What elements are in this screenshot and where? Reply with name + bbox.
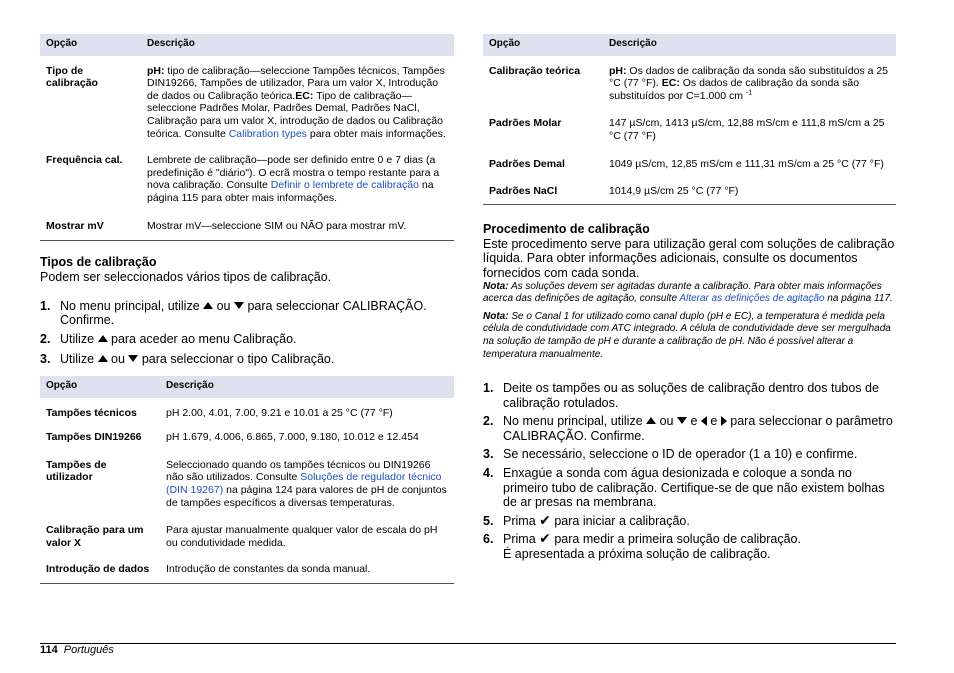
ec-label: EC: [295,89,314,102]
list-item [483,466,896,510]
table-row [40,450,454,515]
description-text: na página 115 para obter mais informações. [147,179,434,204]
step-text: Prima [503,513,540,528]
description-text: Seleccionado quando os tampões técnicos ou DIN19266 não são utilizados. Consulte [166,458,431,484]
calibration-types-table [40,376,454,584]
column-header-option: Opção [483,34,603,56]
page-number: 114 [40,644,58,656]
section-text: Podem ser seleccionados vários tipos de calibração. [40,270,332,285]
step-number: 6. [483,532,494,547]
up-arrow-icon [203,302,213,309]
right-column [483,34,896,562]
table-row [40,146,454,210]
table-row [40,425,454,450]
step-text: ou [656,414,677,429]
option-cell: Frequência cal. [46,154,123,167]
column-header-description: Descrição [160,376,454,398]
description-text: tipo de calibração—seleccione Tampões técnicos, Tampões DIN19266, Tampões de utilizador, Para um valor X, Introdução de dados ou Calibração teórica. [147,64,445,102]
description-text: Os dados de calibração da sonda são substituídos a 25 °C (77 °F). [609,64,889,90]
option-cell: Padrões NaCl [483,176,603,204]
calibration-procedure-steps [483,381,896,562]
option-cell: Calibração teórica [489,64,581,77]
table-row [40,555,454,583]
column-header-option: Opção [40,376,160,398]
table-header-row [483,34,896,56]
option-cell: Calibração para um valor X [46,524,144,549]
table-row [40,515,454,555]
description-cell [160,450,454,515]
step-number: 2. [483,414,494,429]
step-text: Se necessário, seleccione o ID de operador (1 a 10) e confirme. [503,447,858,462]
step-result-text: É apresentada a próxima solução de calibração. [503,547,771,562]
list-item [483,414,896,443]
list-item [483,532,896,561]
step-text: ou [107,351,129,366]
calibration-reminder-link[interactable]: Definir o lembrete de calibração [270,179,419,192]
note [483,311,896,361]
option-cell: Tipo de calibração [46,64,98,90]
footer-language: Português [63,644,114,656]
step-text: para aceder ao menu Calibração. [107,331,297,346]
ph-label: pH: [609,64,627,77]
description-text: na página 124 para valores de pH de conjuntos de tampões específicos a diversas temperaturas. [166,484,447,509]
column-header-description: Descrição [141,34,454,56]
description-cell: 147 µS/cm, 1413 µS/cm, 12,88 mS/cm e 111,8 mS/cm a 25 °C (77 °F) [609,117,885,142]
option-cell: Padrões Molar [489,117,562,130]
description-cell: 1014,9 µS/cm 25 °C (77 °F) [603,176,896,204]
step-number: 1. [483,381,494,396]
step-text: ou [213,298,234,313]
description-cell: Introdução de constantes da sonda manual. [160,555,454,583]
description-text: para obter mais informações. [306,127,446,140]
description-text: Lembrete de calibração—pode ser definido entre 0 e 7 dias (a predefinição é "diário"). O ecrã mostra o tempo restante para a nova calibração. Consulte [147,154,440,192]
table-header-row [40,34,454,56]
stirring-settings-link[interactable]: Alterar as definições de agitação [679,293,825,305]
step-text: e [686,414,701,429]
down-arrow-icon [234,302,244,309]
down-arrow-icon [128,355,138,362]
note-text: na página 117. [824,293,893,305]
column-header-option: Opção [40,34,141,56]
table-row [483,108,896,148]
list-item [483,381,896,410]
description-cell: pH 1.679, 4.006, 6.865, 7.000, 9.180, 10.012 e 12.454 [166,431,419,444]
step-text: para seleccionar CALIBRAÇÃO. Confirme. [60,298,427,328]
note-text: Se o Canal 1 for utilizado como canal duplo (pH e EC), a temperatura é medida pela célula de condutividade com ATC integrado. A célula de condutividade deve ser mergulhada na solução de tampão de pH e durante a calibração de pH. Não é possível alterar a temperatura manualmente. [483,310,891,360]
calibration-options-table [40,34,454,241]
list-item [40,332,454,347]
exponent: -1 [745,89,753,97]
step-number: 4. [483,466,494,481]
section-heading-calibration-procedure: Procedimento de calibração [483,221,650,236]
step-text: Prima [503,532,540,547]
description-cell: Mostrar mV—seleccione SIM ou NÃO para mostrar mV. [141,211,454,241]
note-label: Nota: [483,310,509,322]
step-number: 2. [40,331,51,346]
down-arrow-icon [677,417,687,424]
table-row [40,211,454,241]
step-number: 3. [483,447,494,462]
step-text: e [706,414,721,429]
calibration-types-steps [40,299,454,366]
list-item [483,514,896,529]
list-item [40,299,454,328]
note-label: Nota: [483,280,509,292]
column-header-description: Descrição [603,34,896,56]
ec-label: EC: [661,77,680,90]
step-number: 3. [40,351,51,366]
table-row [483,56,896,109]
note [483,281,896,306]
option-cell: Mostrar mV [40,211,141,241]
step-text: para medir a primeira solução de calibração. [550,532,801,547]
table-row [483,176,896,204]
calibration-types-link[interactable]: Calibration types [228,127,307,140]
step-text: para seleccionar o parâmetro CALIBRAÇÃO. Confirme. [503,414,893,443]
up-arrow-icon [98,355,108,362]
section-heading-calibration-types: Tipos de calibração [40,255,157,270]
ph-label: pH: [147,64,165,77]
step-text: Utilize [60,351,98,366]
section-text: Este procedimento serve para utilização geral com soluções de calibração líquida. Para obter informações adicionais, consulte os documentos fornecidos com cada sonda. [483,236,895,280]
table-header-row [40,376,454,398]
option-cell: Introdução de dados [40,555,160,583]
checkmark-icon: ✔ [539,512,551,529]
technical-buffer-solutions-link[interactable]: Soluções de regulador técnico (DIN 19267) [166,471,442,497]
step-text: para iniciar a calibração. [550,513,690,528]
step-number: 1. [40,298,51,313]
option-cell: Tampões técnicos [46,406,137,419]
note-text: As soluções devem ser agitadas durante a calibração. Para obter mais informações acerca das definições de agitação, consulte [483,280,882,305]
left-column [40,34,454,584]
table-row [40,56,454,147]
description-cell: Para ajustar manualmente qualquer valor de escala do pH ou condutividade medida. [166,524,438,549]
list-item [483,447,896,462]
step-text: Deite os tampões ou as soluções de calibração dentro dos tubos de calibração rotulados. [503,381,879,410]
step-text: Enxagúe a sonda com água desionizada e coloque a sonda no primeiro tubo de calibração. Certifique-se de que não existem bolhas de ar presas na membrana. [503,466,885,510]
table-row [483,149,896,177]
up-arrow-icon [646,417,656,424]
description-text: Os dados de calibração da sonda são substituídos por C=1.000 cm [609,77,860,102]
checkmark-icon: ✔ [539,531,551,548]
description-cell [141,56,454,147]
table-row [40,398,454,426]
step-text: para seleccionar o tipo Calibração. [138,351,335,366]
step-text: No menu principal, utilize [60,298,204,313]
description-cell [141,146,454,210]
step-text: Utilize [60,331,98,346]
description-cell: pH 2.00, 4.01, 7.00, 9.21 e 10.01 a 25 °C (77 °F) [166,406,393,419]
description-cell: 1049 µS/cm, 12,85 mS/cm e 111,31 mS/cm a 25 °C (77 °F) [609,157,884,170]
up-arrow-icon [98,335,108,342]
description-cell [603,56,896,109]
option-cell: Tampões de utilizador [46,458,107,484]
calibration-standards-table [483,34,896,205]
step-text: No menu principal, utilize [503,414,647,429]
page-footer [40,644,114,657]
option-cell: Padrões Demal [489,157,565,170]
step-number: 5. [483,513,494,528]
description-text: Tipo de calibração—seleccione Padrões Molar, Padrões Demal, Padrões NaCl, Calibração para um valor X, introdução de dados ou Calibração teórica. Consulte [147,89,443,140]
footer-divider [40,643,896,644]
list-item [40,352,454,367]
option-cell: Tampões DIN19266 [46,431,142,444]
